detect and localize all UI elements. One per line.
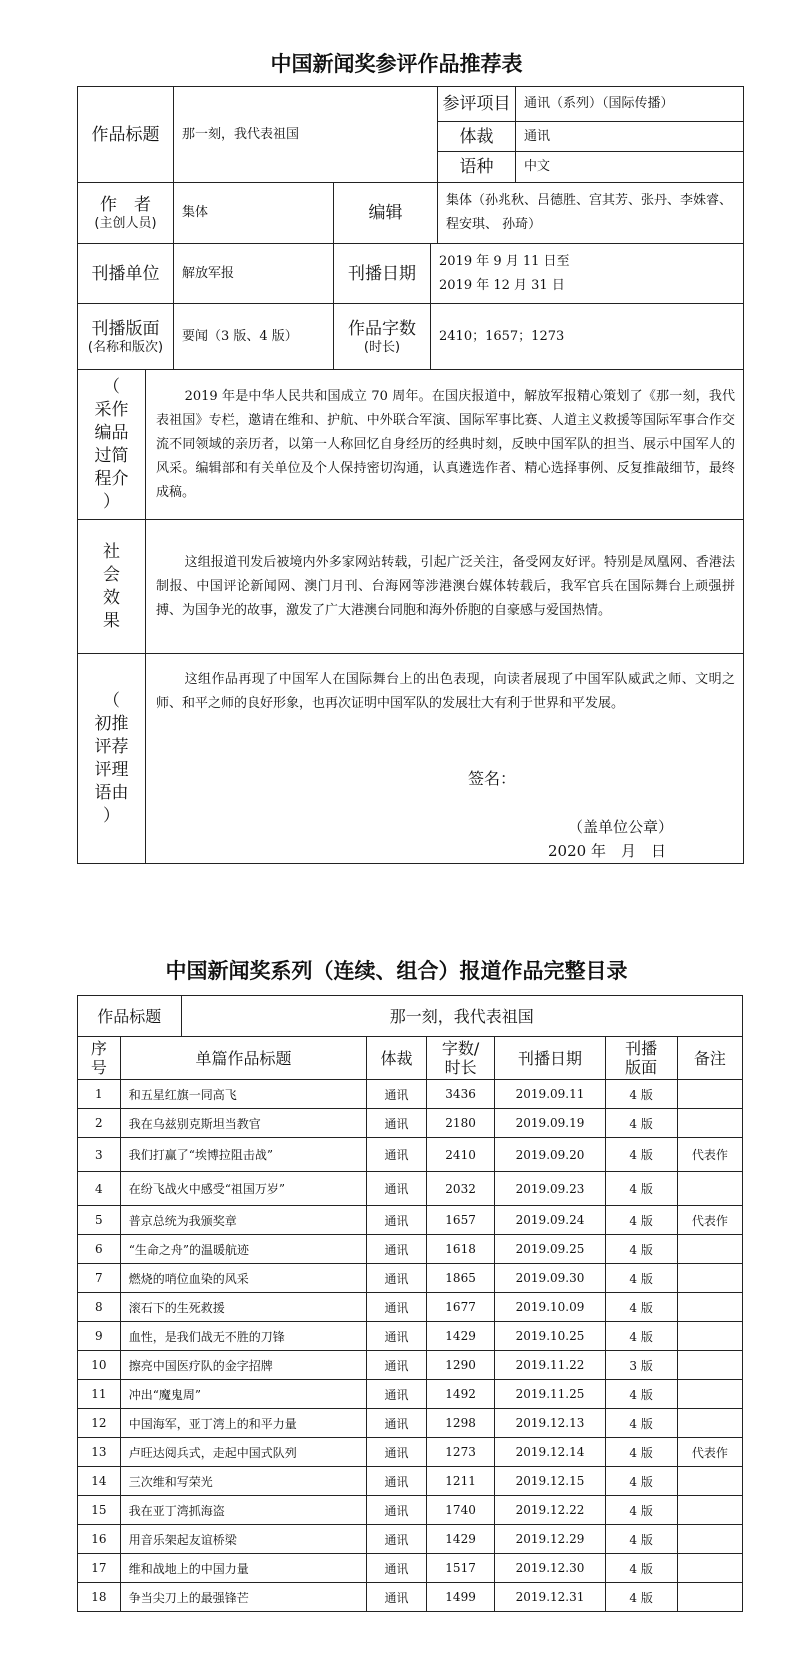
author-label: 作 者 (主创人员) <box>78 183 174 244</box>
row-words: 3436 <box>426 1080 495 1109</box>
row-date: 2019.09.25 <box>495 1235 605 1264</box>
row-title: 在纷飞战火中感受“祖国万岁” <box>120 1172 366 1206</box>
genre-value: 通讯 <box>516 122 744 152</box>
row-words: 1865 <box>426 1264 495 1293</box>
row-title: “生命之舟”的温暖航迹 <box>120 1235 366 1264</box>
review-label: （ 初推 评荐 评理 语由 ） <box>78 654 146 864</box>
row-genre: 通讯 <box>367 1583 427 1612</box>
row-genre: 通讯 <box>367 1380 427 1409</box>
row-page: 4 版 <box>605 1293 677 1322</box>
row-note <box>677 1235 742 1264</box>
row-words: 1429 <box>426 1322 495 1351</box>
list-body <box>78 1080 743 1612</box>
row-no: 11 <box>78 1380 121 1409</box>
row-page: 4 版 <box>605 1206 677 1235</box>
row-words: 1273 <box>426 1438 495 1467</box>
signature-label: 签名： <box>468 769 517 788</box>
row-genre: 通讯 <box>367 1235 427 1264</box>
effect-text: 这组报道刊发后被境内外多家网站转载，引起广泛关注，备受网友好评。特别是凤凰网、香港法制报、中国评论新闻网、澳门月刊、台海网等涉港澳台媒体转载后，我军官兵在国际舞台上顽强拼搏、为国争光的故事，激发了广大港澳台同胞和海外侨胞的自豪感与爱国热情。 <box>146 520 744 654</box>
row-no: 1 <box>78 1080 121 1109</box>
row-title: 普京总统为我颁奖章 <box>120 1206 366 1235</box>
table-row <box>78 1583 743 1612</box>
row-note <box>677 1080 742 1109</box>
author-value: 集体 <box>174 183 334 244</box>
table-row <box>78 1351 743 1380</box>
list-title: 中国新闻奖系列（连续、组合）报道作品完整目录 <box>165 959 628 983</box>
row-title: 用音乐架起友谊桥梁 <box>120 1525 366 1554</box>
row-genre: 通讯 <box>367 1080 427 1109</box>
row-genre: 通讯 <box>367 1467 427 1496</box>
publisher-value: 解放军报 <box>174 244 334 304</box>
table-row <box>78 1293 743 1322</box>
words-sublabel: (时长) <box>363 339 401 355</box>
process-text: 2019 年是中华人民共和国成立 70 周年。在国庆报道中，解放军报精心策划了《那一刻，我代表祖国》专栏，邀请在维和、护航、中外联合军演、国际军事比赛、人道主义救援等国际军事合作交流不同领域的亲历者，以第一人称回忆自身经历的经典时刻，反映中国军队的担当、展示中国军人的风采。编辑部和有关单位及个人保持密切沟通，认真遴选作者、精心选择事例、反复推敲细节，最终成稿。 <box>146 370 744 520</box>
language-label: 语种 <box>438 152 516 183</box>
row-date: 2019.09.30 <box>495 1264 605 1293</box>
page-sublabel: (名称和版次) <box>87 339 164 355</box>
row-page: 3 版 <box>605 1351 677 1380</box>
row-page: 4 版 <box>605 1172 677 1206</box>
row-no: 7 <box>78 1264 121 1293</box>
effect-label: 社 会 效 果 <box>78 520 146 654</box>
row-words: 2410 <box>426 1138 495 1172</box>
row-note: 代表作 <box>677 1438 742 1467</box>
row-page: 4 版 <box>605 1525 677 1554</box>
row-words: 1499 <box>426 1583 495 1612</box>
category-value: 通讯（系列）（国际传播） <box>516 87 744 122</box>
row-words: 2180 <box>426 1109 495 1138</box>
row-no: 6 <box>78 1235 121 1264</box>
table-row <box>78 1380 743 1409</box>
page-value: 要闻（3 版、4 版） <box>174 304 334 370</box>
row-no: 8 <box>78 1293 121 1322</box>
table-row <box>78 1235 743 1264</box>
review-cell <box>146 654 744 864</box>
row-title: 三次维和写荣光 <box>120 1467 366 1496</box>
row-note: 代表作 <box>677 1138 742 1172</box>
row-title: 争当尖刀上的最强锋芒 <box>120 1583 366 1612</box>
editor-value: 集体（孙兆秋、吕德胜、宫其芳、张丹、李姝睿、程安琪、 孙琦） <box>438 183 744 244</box>
header-note: 备注 <box>677 1037 742 1080</box>
words-label: 作品字数 (时长) <box>334 304 431 370</box>
language-value: 中文 <box>516 152 744 183</box>
row-no: 12 <box>78 1409 121 1438</box>
row-no: 5 <box>78 1206 121 1235</box>
table-row <box>78 1467 743 1496</box>
table-row <box>78 1080 743 1109</box>
row-genre: 通讯 <box>367 1525 427 1554</box>
process-label: （ 采作 编品 过简 程介 ） <box>78 370 146 520</box>
table-row <box>78 1206 743 1235</box>
row-genre: 通讯 <box>367 1438 427 1467</box>
row-no: 9 <box>78 1322 121 1351</box>
table-row <box>78 1172 743 1206</box>
row-words: 1290 <box>426 1351 495 1380</box>
row-genre: 通讯 <box>367 1322 427 1351</box>
author-sublabel: (主创人员) <box>94 216 157 231</box>
row-genre: 通讯 <box>367 1206 427 1235</box>
row-genre: 通讯 <box>367 1109 427 1138</box>
work-title-value: 那一刻，我代表祖国 <box>174 87 438 183</box>
row-page: 4 版 <box>605 1409 677 1438</box>
row-page: 4 版 <box>605 1138 677 1172</box>
row-date: 2019.12.31 <box>495 1583 605 1612</box>
table-row <box>78 1525 743 1554</box>
row-no: 13 <box>78 1438 121 1467</box>
row-date: 2019.10.09 <box>495 1293 605 1322</box>
row-genre: 通讯 <box>367 1172 427 1206</box>
row-genre: 通讯 <box>367 1554 427 1583</box>
review-text: 这组作品再现了中国军人在国际舞台上的出色表现，向读者展现了中国军队威武之师、文明之师、和平之师的良好形象，也再次证明中国军队的发展壮大有利于世界和平发展。 <box>156 672 736 711</box>
row-note <box>677 1525 742 1554</box>
genre-label: 体裁 <box>438 122 516 152</box>
row-no: 2 <box>78 1109 121 1138</box>
header-date: 刊播日期 <box>495 1037 605 1080</box>
row-note <box>677 1293 742 1322</box>
row-note <box>677 1583 742 1612</box>
row-no: 4 <box>78 1172 121 1206</box>
row-no: 16 <box>78 1525 121 1554</box>
row-date: 2019.09.20 <box>495 1138 605 1172</box>
table-row <box>78 1138 743 1172</box>
row-title: 血性，是我们战无不胜的刀锋 <box>120 1322 366 1351</box>
row-title: 中国海军，亚丁湾上的和平力量 <box>120 1409 366 1438</box>
row-page: 4 版 <box>605 1467 677 1496</box>
row-date: 2019.09.19 <box>495 1109 605 1138</box>
row-no: 15 <box>78 1496 121 1525</box>
row-date: 2019.12.30 <box>495 1554 605 1583</box>
row-words: 1211 <box>426 1467 495 1496</box>
row-words: 1298 <box>426 1409 495 1438</box>
table-row <box>78 1409 743 1438</box>
row-title: 燃烧的哨位血染的风采 <box>120 1264 366 1293</box>
row-title: 我在亚丁湾抓海盗 <box>120 1496 366 1525</box>
row-words: 1677 <box>426 1293 495 1322</box>
row-title: 维和战地上的中国力量 <box>120 1554 366 1583</box>
row-date: 2019.12.15 <box>495 1467 605 1496</box>
row-no: 18 <box>78 1583 121 1612</box>
row-title: 我在乌兹别克斯坦当教官 <box>120 1109 366 1138</box>
header-no: 序 号 <box>78 1037 121 1080</box>
row-note <box>677 1351 742 1380</box>
row-words: 1657 <box>426 1206 495 1235</box>
row-page: 4 版 <box>605 1109 677 1138</box>
table-row <box>78 1109 743 1138</box>
header-words: 字数/ 时长 <box>426 1037 495 1080</box>
row-page: 4 版 <box>605 1235 677 1264</box>
row-page: 4 版 <box>605 1438 677 1467</box>
row-title: 滚石下的生死救援 <box>120 1293 366 1322</box>
table-row <box>78 1496 743 1525</box>
row-words: 1517 <box>426 1554 495 1583</box>
form-title: 中国新闻奖参评作品推荐表 <box>270 52 523 76</box>
date-label: 刊播日期 <box>334 244 431 304</box>
category-label: 参评项目 <box>438 87 516 122</box>
sign-date: 2020 年 月 日 <box>548 842 666 860</box>
row-title: 我们打赢了“埃博拉阻击战” <box>120 1138 366 1172</box>
row-note <box>677 1554 742 1583</box>
row-date: 2019.11.25 <box>495 1380 605 1409</box>
row-words: 1740 <box>426 1496 495 1525</box>
row-page: 4 版 <box>605 1322 677 1351</box>
row-note <box>677 1467 742 1496</box>
date-value: 2019 年 9 月 11 日至 2019 年 12 月 31 日 <box>431 244 744 304</box>
page-label: 刊播版面 (名称和版次) <box>78 304 174 370</box>
row-no: 14 <box>78 1467 121 1496</box>
row-page: 4 版 <box>605 1554 677 1583</box>
row-date: 2019.09.24 <box>495 1206 605 1235</box>
table-row <box>78 1322 743 1351</box>
row-title: 擦亮中国医疗队的金字招牌 <box>120 1351 366 1380</box>
row-note <box>677 1496 742 1525</box>
row-note: 代表作 <box>677 1206 742 1235</box>
publisher-label: 刊播单位 <box>78 244 174 304</box>
row-genre: 通讯 <box>367 1293 427 1322</box>
row-date: 2019.12.22 <box>495 1496 605 1525</box>
row-date: 2019.11.22 <box>495 1351 605 1380</box>
row-page: 4 版 <box>605 1496 677 1525</box>
row-note <box>677 1322 742 1351</box>
row-title: 冲出“魔鬼周” <box>120 1380 366 1409</box>
work-title-label: 作品标题 <box>78 87 174 183</box>
row-date: 2019.09.11 <box>495 1080 605 1109</box>
row-date: 2019.12.13 <box>495 1409 605 1438</box>
row-date: 2019.12.29 <box>495 1525 605 1554</box>
row-genre: 通讯 <box>367 1496 427 1525</box>
row-words: 2032 <box>426 1172 495 1206</box>
row-date: 2019.12.14 <box>495 1438 605 1467</box>
row-page: 4 版 <box>605 1583 677 1612</box>
row-genre: 通讯 <box>367 1409 427 1438</box>
works-list-table <box>77 995 743 1612</box>
header-genre: 体裁 <box>367 1037 427 1080</box>
header-title: 单篇作品标题 <box>120 1037 366 1080</box>
row-page: 4 版 <box>605 1080 677 1109</box>
seal-label: （盖单位公章） <box>568 818 674 836</box>
list-work-title-value: 那一刻，我代表祖国 <box>181 996 742 1037</box>
row-page: 4 版 <box>605 1264 677 1293</box>
row-words: 1492 <box>426 1380 495 1409</box>
table-row <box>78 1264 743 1293</box>
row-genre: 通讯 <box>367 1264 427 1293</box>
recommendation-form <box>77 86 744 864</box>
list-work-title-label: 作品标题 <box>78 996 182 1037</box>
row-note <box>677 1264 742 1293</box>
row-title: 和五星红旗一同高飞 <box>120 1080 366 1109</box>
row-note <box>677 1172 742 1206</box>
row-note <box>677 1409 742 1438</box>
row-date: 2019.09.23 <box>495 1172 605 1206</box>
row-title: 卢旺达阅兵式，走起中国式队列 <box>120 1438 366 1467</box>
row-no: 3 <box>78 1138 121 1172</box>
row-words: 1618 <box>426 1235 495 1264</box>
table-row <box>78 1438 743 1467</box>
row-page: 4 版 <box>605 1380 677 1409</box>
row-genre: 通讯 <box>367 1138 427 1172</box>
editor-label: 编辑 <box>334 183 438 244</box>
row-date: 2019.10.25 <box>495 1322 605 1351</box>
row-note <box>677 1109 742 1138</box>
row-note <box>677 1380 742 1409</box>
words-value: 2410；1657；1273 <box>431 304 744 370</box>
row-no: 10 <box>78 1351 121 1380</box>
header-page: 刊播 版面 <box>605 1037 677 1080</box>
table-row <box>78 1554 743 1583</box>
row-words: 1429 <box>426 1525 495 1554</box>
row-no: 17 <box>78 1554 121 1583</box>
row-genre: 通讯 <box>367 1351 427 1380</box>
